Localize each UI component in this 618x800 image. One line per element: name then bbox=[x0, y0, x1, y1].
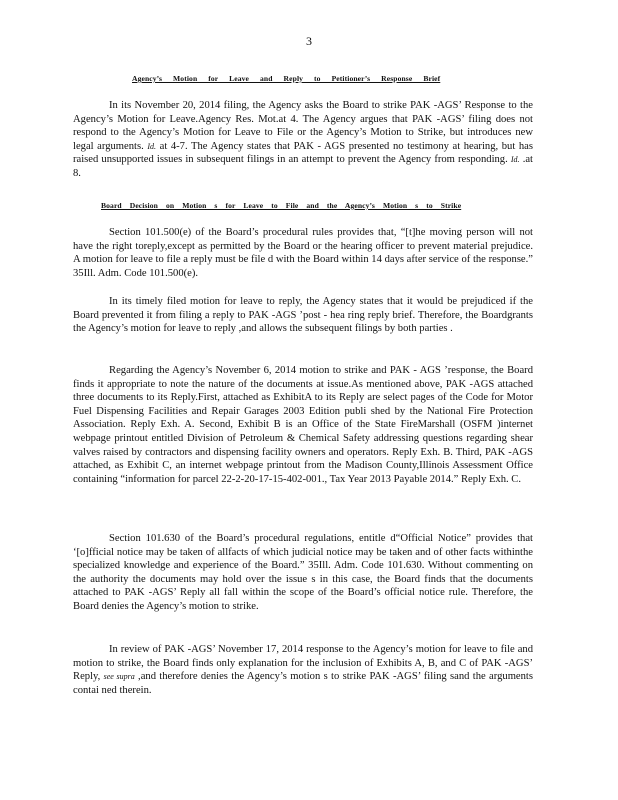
paragraph-text: at 4-7. The Agency states that PAK - AGS presented no testimony at hearing, but has raised unsupported issues in subsequent filings in an attempt to prevent the Agency from responding. bbox=[73, 140, 533, 166]
paragraph-text: In its November 20, 2014 filing, the Agency asks the Board to strike PAK -AGS’ Response to the Agency’s Motion for Leave.Agency Res. Mot.at 4. The Agency argues that PAK -AGS’ filing does not respond to the Agency’s Motion for Leave to File or the Agency’s Motion to Strike, but introduces new legal arguments. bbox=[73, 100, 533, 152]
paragraph-text: .at 8. bbox=[73, 154, 533, 179]
paragraph-exhibits: Regarding the Agency’s November 6, 2014 motion to strike and PAK - AGS ’response, the Board finds it appropriate to note the nature of the documents at issue.As mentioned above, PAK -AGS attached three documents to its Reply.First, attached as ExhibitA to its Reply are select pages of the Code for Motor Fuel Dispensing Facilities and Repair Garages 2003 Edition publi shed by the National Fire Protection Association. Reply Exh. A. Second, Exhibit B is an Office of the State FireMarshall (OSFM )internet webpage printout entitled Division of Petroleum & Chemical Safety addressing questions regarding shear valves raised by contractors and dispensing facility owners and operators. Reply Exh. B. Third, PAK -AGS attached, as Exhibit C, an internet webpage printout from the Madison County,Illinois Assessment Office containing “information for parcel 22-2-20-17-15-402-001., Tax Year 2013 Payable 2014.” Reply Exh. C. bbox=[73, 365, 533, 485]
paragraph-text: In review of PAK -AGS’ November 17, 2014 response to the Agency’s motion for leave to file and motion to strike, the Board finds only explanation for the inclusion of Exhibits A, B, and C of PAK -AGS’ Reply, bbox=[73, 644, 533, 683]
paragraph-text: ,and therefore denies the Agency’s motion s to strike PAK -AGS’ filing sand the arguments contai ned therein. bbox=[73, 671, 533, 696]
citation-id: Id. bbox=[510, 155, 520, 165]
paragraph-leave-to-reply: In its timely filed motion for leave to reply, the Agency states that it would be prejudiced if the Board prevented it from filing a reply to PAK -AGS ’post - hea ring reply brief. Therefore, the Boardgrants the Agency’s motion for leave to reply ,and allows the subsequent filings by both parties . bbox=[73, 296, 533, 335]
section-heading-board-decision: Board Decision on Motion s for Leave to File and the Agency’s Motion s to Strike bbox=[101, 201, 462, 210]
citation-id: Id. bbox=[147, 141, 157, 151]
paragraph-conclusion bbox=[73, 643, 533, 697]
paragraph-section-101-500: Section 101.500(e) of the Board’s procedural rules provides that, “[t]he moving person will not have the right toreply,except as permitted by the Board or the hearing officer to prevent material prejudice. A motion for leave to file a reply must be file d with the Board within 14 days after service of the response.” 35Ill. Adm. Code 101.500(e). bbox=[73, 227, 533, 279]
page-number: 3 bbox=[306, 34, 312, 48]
section-heading-motion-for-leave: Agency’s Motion for Leave and Reply to Petitioner’s Response Brief bbox=[132, 74, 441, 83]
paragraph-agency-filing bbox=[73, 99, 533, 181]
citation-see-supra: see supra bbox=[103, 672, 135, 682]
paragraph-official-notice: Section 101.630 of the Board’s procedural regulations, entitle d“Official Notice” provides that ‘[o]fficial notice may be taken of allfacts of which judicial notice may be taken and of other facts withinthe specialized knowledge and experience of the Board.” 35Ill. Adm. Code 101.630. Without commenting on the authority the documents may hold over the issue s in this case, the Board finds that the documents attached to PAK -AGS’ Reply all fall within the scope of the Board’s official notice rule. Therefore, the Board denies the Agency’s motion to strike. bbox=[73, 533, 533, 612]
